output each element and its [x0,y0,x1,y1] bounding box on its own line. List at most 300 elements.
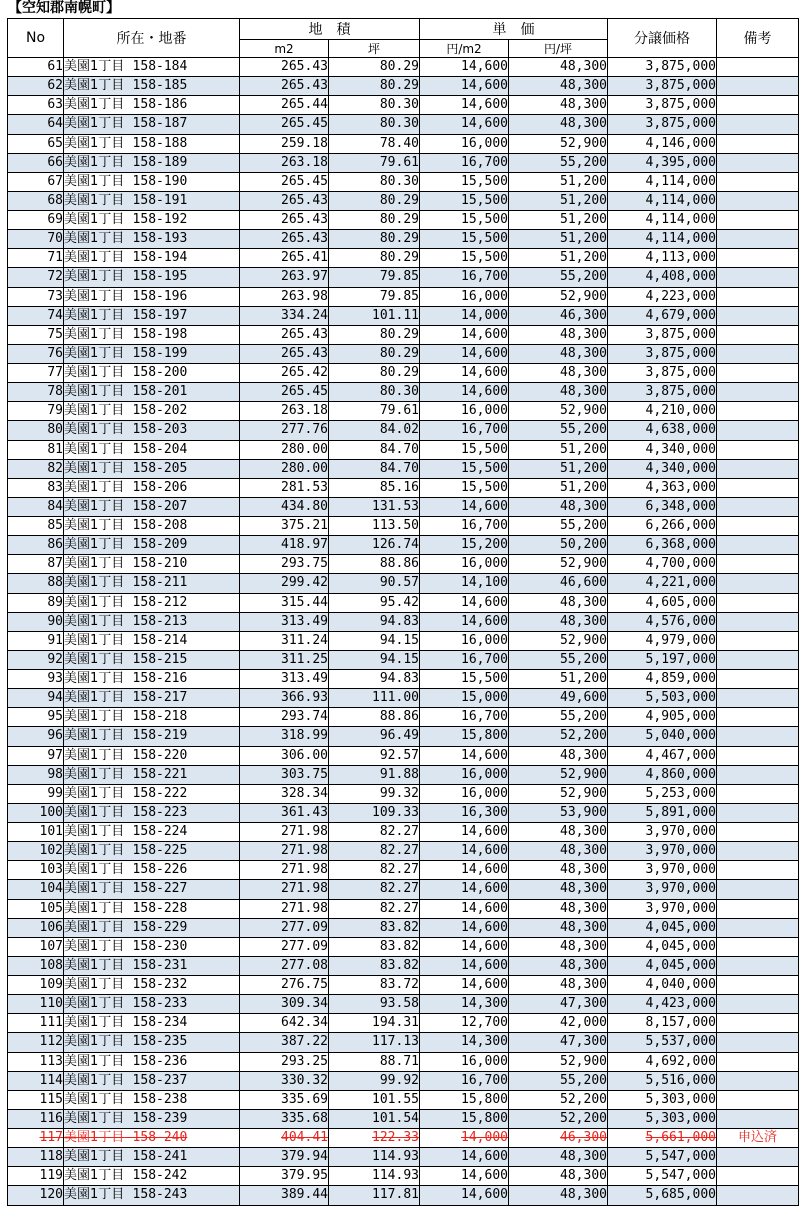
table-row [8,364,799,383]
row-price-per-m2: 16,000 [420,555,509,574]
row-area-m2: 263.18 [240,153,329,172]
row-area-m2: 265.41 [240,249,329,268]
row-district: 美園1丁目 [64,1091,125,1107]
row-price-per-tsubo: 48,300 [509,96,608,115]
row-price-per-m2: 16,000 [420,402,509,421]
row-area-m2: 334.24 [240,306,329,325]
row-remarks [717,1167,799,1186]
row-lot-number: 158-243 [132,1187,188,1203]
row-area-tsubo: 114.93 [329,1148,420,1167]
row-number: 93 [8,670,64,689]
table-row [8,803,799,822]
header-location: 所在・地番 [64,19,240,58]
row-price-per-tsubo: 51,200 [509,249,608,268]
row-location [64,459,240,478]
row-area-m2: 271.98 [240,880,329,899]
row-price-per-tsubo: 48,300 [509,383,608,402]
row-sale-price: 4,045,000 [608,918,717,937]
table-row [8,249,799,268]
row-remarks [717,918,799,937]
row-number: 84 [8,497,64,516]
row-lot-number: 158-190 [132,173,188,189]
row-location [64,1071,240,1090]
row-number: 102 [8,842,64,861]
row-area-tsubo: 80.30 [329,172,420,191]
row-sale-price: 3,875,000 [608,77,717,96]
row-location [64,918,240,937]
table-row [8,670,799,689]
row-area-m2: 263.98 [240,287,329,306]
row-district: 美園1丁目 [64,881,125,897]
row-sale-price: 4,638,000 [608,421,717,440]
row-price-per-m2: 14,600 [420,115,509,134]
row-remarks [717,1033,799,1052]
row-lot-number: 158-212 [132,594,188,610]
row-location [64,536,240,555]
row-area-m2: 271.98 [240,899,329,918]
row-district: 美園1丁目 [64,269,125,285]
row-district: 美園1丁目 [64,938,125,954]
row-location [64,497,240,516]
row-location [64,765,240,784]
row-price-per-tsubo: 48,300 [509,497,608,516]
row-district: 美園1丁目 [64,403,125,419]
row-remarks [717,689,799,708]
row-area-tsubo: 111.00 [329,689,420,708]
row-location [64,746,240,765]
table-row [8,1071,799,1090]
row-remarks [717,612,799,631]
row-area-tsubo: 88.86 [329,708,420,727]
row-number: 109 [8,976,64,995]
row-sale-price: 4,363,000 [608,478,717,497]
row-area-tsubo: 84.70 [329,459,420,478]
row-price-per-tsubo: 51,200 [509,459,608,478]
row-district: 美園1丁目 [64,766,125,782]
row-price-per-tsubo: 48,300 [509,325,608,344]
table-row [8,574,799,593]
row-area-m2: 328.34 [240,784,329,803]
header-price-per-m2: 円/m2 [420,40,509,58]
row-area-tsubo: 80.29 [329,249,420,268]
row-price-per-tsubo: 52,900 [509,287,608,306]
row-price-per-tsubo: 51,200 [509,191,608,210]
row-district: 美園1丁目 [64,1072,125,1088]
row-district: 美園1丁目 [64,1015,125,1031]
row-area-tsubo: 96.49 [329,727,420,746]
row-location [64,956,240,975]
row-area-m2: 265.43 [240,77,329,96]
table-row [8,1090,799,1109]
row-area-m2: 313.49 [240,670,329,689]
row-lot-number: 158-209 [132,537,188,553]
row-price-per-tsubo: 52,200 [509,1109,608,1128]
row-price-per-tsubo: 48,300 [509,956,608,975]
row-sale-price: 5,303,000 [608,1109,717,1128]
row-location [64,517,240,536]
row-remarks [717,325,799,344]
row-area-tsubo: 82.27 [329,842,420,861]
row-lot-number: 158-221 [132,766,188,782]
row-remarks [717,803,799,822]
row-area-tsubo: 99.32 [329,784,420,803]
row-area-m2: 263.97 [240,268,329,287]
header-area-tsubo: 坪 [329,40,420,58]
row-number: 96 [8,727,64,746]
row-number: 105 [8,899,64,918]
row-area-tsubo: 99.92 [329,1071,420,1090]
row-lot-number: 158-213 [132,613,188,629]
row-sale-price: 4,340,000 [608,440,717,459]
row-location [64,1033,240,1052]
row-area-tsubo: 80.29 [329,325,420,344]
row-price-per-m2: 16,700 [420,153,509,172]
row-price-per-m2: 14,600 [420,918,509,937]
row-lot-number: 158-231 [132,957,188,973]
table-header [8,19,799,58]
row-price-per-tsubo: 46,300 [509,1129,608,1148]
row-price-per-m2: 16,700 [420,1071,509,1090]
row-area-tsubo: 79.61 [329,402,420,421]
row-number: 111 [8,1014,64,1033]
row-district: 美園1丁目 [64,785,125,801]
table-row [8,268,799,287]
table-row [8,478,799,497]
row-sale-price: 3,875,000 [608,383,717,402]
row-number: 91 [8,631,64,650]
row-price-per-tsubo: 46,600 [509,574,608,593]
row-sale-price: 4,860,000 [608,765,717,784]
row-area-m2: 379.94 [240,1148,329,1167]
row-district: 美園1丁目 [64,1034,125,1050]
row-number: 116 [8,1109,64,1128]
row-price-per-m2: 14,600 [420,593,509,612]
row-area-tsubo: 79.85 [329,287,420,306]
row-location [64,670,240,689]
row-lot-number: 158-232 [132,977,188,993]
row-location [64,823,240,842]
row-sale-price: 4,045,000 [608,937,717,956]
row-sale-price: 4,340,000 [608,459,717,478]
row-area-m2: 389.44 [240,1186,329,1205]
row-price-per-m2: 16,700 [420,517,509,536]
row-location [64,287,240,306]
row-location [64,1090,240,1109]
row-lot-number: 158-197 [132,307,188,323]
table-row [8,842,799,861]
row-location [64,1186,240,1205]
row-area-m2: 335.68 [240,1109,329,1128]
row-district: 美園1丁目 [64,1110,125,1126]
row-number: 64 [8,115,64,134]
row-price-per-tsubo: 48,300 [509,918,608,937]
row-price-per-tsubo: 49,600 [509,689,608,708]
row-area-tsubo: 94.83 [329,612,420,631]
row-district: 美園1丁目 [64,422,125,438]
row-sale-price: 4,395,000 [608,153,717,172]
row-lot-number: 158-211 [132,575,188,591]
row-lot-number: 158-184 [132,59,188,75]
table-row [8,287,799,306]
row-area-tsubo: 80.29 [329,344,420,363]
row-price-per-tsubo: 48,300 [509,861,608,880]
row-price-per-tsubo: 46,300 [509,306,608,325]
row-remarks [717,517,799,536]
row-area-tsubo: 80.29 [329,364,420,383]
table-row [8,344,799,363]
row-location [64,995,240,1014]
row-area-m2: 318.99 [240,727,329,746]
row-sale-price: 3,970,000 [608,899,717,918]
row-area-m2: 265.45 [240,115,329,134]
row-remarks [717,555,799,574]
row-area-tsubo: 84.70 [329,440,420,459]
row-remarks [717,191,799,210]
row-district: 美園1丁目 [64,1187,125,1203]
row-area-m2: 404.41 [240,1129,329,1148]
row-remarks [717,344,799,363]
row-lot-number: 158-220 [132,747,188,763]
row-location [64,650,240,669]
row-district: 美園1丁目 [64,250,125,266]
row-number: 100 [8,803,64,822]
table-row [8,402,799,421]
row-number: 97 [8,746,64,765]
row-number: 79 [8,402,64,421]
row-sale-price: 4,113,000 [608,249,717,268]
row-area-m2: 313.49 [240,612,329,631]
table-row [8,383,799,402]
table-row [8,211,799,230]
row-number: 62 [8,77,64,96]
row-area-m2: 309.34 [240,995,329,1014]
table-row [8,421,799,440]
row-district: 美園1丁目 [64,460,125,476]
row-sale-price: 3,875,000 [608,58,717,77]
row-district: 美園1丁目 [64,365,125,381]
row-sale-price: 4,423,000 [608,995,717,1014]
row-area-tsubo: 117.13 [329,1033,420,1052]
row-area-tsubo: 80.29 [329,211,420,230]
table-body [8,58,799,1206]
row-remarks [717,536,799,555]
row-number: 66 [8,153,64,172]
row-area-m2: 263.18 [240,402,329,421]
row-area-m2: 265.44 [240,96,329,115]
row-location [64,689,240,708]
row-price-per-tsubo: 48,300 [509,58,608,77]
row-district: 美園1丁目 [64,288,125,304]
row-location [64,727,240,746]
row-area-m2: 277.76 [240,421,329,440]
row-remarks [717,670,799,689]
row-area-tsubo: 78.40 [329,134,420,153]
row-sale-price: 3,875,000 [608,325,717,344]
row-price-per-tsubo: 50,200 [509,536,608,555]
row-lot-number: 158-196 [132,288,188,304]
row-price-per-m2: 16,000 [420,287,509,306]
row-district: 美園1丁目 [64,862,125,878]
row-price-per-m2: 12,700 [420,1014,509,1033]
row-number: 117 [8,1129,64,1148]
row-area-m2: 265.43 [240,325,329,344]
row-price-per-tsubo: 52,900 [509,1052,608,1071]
row-area-tsubo: 94.83 [329,670,420,689]
row-remarks [717,115,799,134]
row-price-per-m2: 14,300 [420,1033,509,1052]
table-row [8,956,799,975]
row-price-per-tsubo: 51,200 [509,172,608,191]
row-district: 美園1丁目 [64,709,125,725]
row-remarks [717,880,799,899]
header-sale-price: 分譲価格 [608,19,717,58]
row-price-per-tsubo: 47,300 [509,1033,608,1052]
row-remarks [717,96,799,115]
row-location [64,58,240,77]
row-price-per-m2: 15,000 [420,689,509,708]
row-price-per-tsubo: 52,900 [509,134,608,153]
row-price-per-tsubo: 52,200 [509,727,608,746]
row-sale-price: 3,970,000 [608,861,717,880]
row-price-per-m2: 15,500 [420,670,509,689]
row-area-m2: 281.53 [240,478,329,497]
row-sale-price: 3,970,000 [608,823,717,842]
row-price-per-m2: 14,600 [420,77,509,96]
row-price-per-m2: 15,500 [420,459,509,478]
row-price-per-m2: 15,500 [420,211,509,230]
row-lot-number: 158-201 [132,384,188,400]
table-row [8,976,799,995]
row-price-per-tsubo: 53,900 [509,803,608,822]
page-title: 【空知郡南幌町】 [8,0,120,16]
row-number: 92 [8,650,64,669]
row-location [64,976,240,995]
row-price-per-m2: 16,300 [420,803,509,822]
row-price-per-tsubo: 48,300 [509,1167,608,1186]
table-row [8,58,799,77]
row-district: 美園1丁目 [64,154,125,170]
row-remarks [717,58,799,77]
row-sale-price: 6,368,000 [608,536,717,555]
row-sale-price: 4,114,000 [608,230,717,249]
table-row [8,880,799,899]
row-remarks: 申込済 [717,1129,799,1148]
row-price-per-tsubo: 52,200 [509,1090,608,1109]
row-remarks [717,211,799,230]
row-remarks [717,172,799,191]
row-area-m2: 315.44 [240,593,329,612]
row-sale-price: 4,114,000 [608,211,717,230]
row-location [64,96,240,115]
row-location [64,1109,240,1128]
row-remarks [717,497,799,516]
row-price-per-tsubo: 48,300 [509,976,608,995]
row-sale-price: 4,979,000 [608,631,717,650]
row-number: 76 [8,344,64,363]
row-price-per-tsubo: 48,300 [509,823,608,842]
row-number: 120 [8,1186,64,1205]
row-price-per-m2: 15,500 [420,249,509,268]
row-district: 美園1丁目 [64,1053,125,1069]
row-sale-price: 8,157,000 [608,1014,717,1033]
row-price-per-tsubo: 55,200 [509,517,608,536]
row-sale-price: 6,348,000 [608,497,717,516]
row-remarks [717,1014,799,1033]
row-number: 71 [8,249,64,268]
row-district: 美園1丁目 [64,977,125,993]
row-price-per-m2: 14,600 [420,96,509,115]
row-number: 103 [8,861,64,880]
row-price-per-tsubo: 51,200 [509,211,608,230]
row-remarks [717,440,799,459]
row-sale-price: 4,223,000 [608,287,717,306]
row-area-tsubo: 126.74 [329,536,420,555]
row-area-m2: 311.25 [240,650,329,669]
row-sale-price: 3,875,000 [608,364,717,383]
row-location [64,211,240,230]
row-sale-price: 4,467,000 [608,746,717,765]
row-number: 87 [8,555,64,574]
row-price-per-m2: 16,000 [420,784,509,803]
row-area-m2: 335.69 [240,1090,329,1109]
row-price-per-tsubo: 51,200 [509,440,608,459]
table-row [8,555,799,574]
row-area-m2: 277.09 [240,937,329,956]
row-lot-number: 158-237 [132,1072,188,1088]
row-remarks [717,746,799,765]
row-price-per-m2: 15,500 [420,230,509,249]
row-area-tsubo: 80.30 [329,115,420,134]
row-sale-price: 5,685,000 [608,1186,717,1205]
row-remarks [717,402,799,421]
row-area-tsubo: 88.71 [329,1052,420,1071]
row-price-per-m2: 15,500 [420,191,509,210]
lot-price-table [7,18,799,1206]
row-price-per-m2: 15,500 [420,478,509,497]
row-lot-number: 158-210 [132,556,188,572]
row-remarks [717,1071,799,1090]
row-lot-number: 158-219 [132,728,188,744]
row-district: 美園1丁目 [64,824,125,840]
row-remarks [717,1109,799,1128]
row-price-per-m2: 16,000 [420,631,509,650]
row-district: 美園1丁目 [64,843,125,859]
row-district: 美園1丁目 [64,1130,125,1146]
row-district: 美園1丁目 [64,498,125,514]
row-area-m2: 271.98 [240,842,329,861]
header-remarks: 備考 [717,19,799,58]
row-remarks [717,631,799,650]
row-location [64,842,240,861]
table-row [8,517,799,536]
row-remarks [717,77,799,96]
table-row [8,325,799,344]
row-lot-number: 158-194 [132,250,188,266]
row-district: 美園1丁目 [64,78,125,94]
row-area-m2: 265.43 [240,344,329,363]
row-area-tsubo: 93.58 [329,995,420,1014]
row-lot-number: 158-202 [132,403,188,419]
table-row [8,823,799,842]
row-area-tsubo: 80.29 [329,58,420,77]
row-price-per-m2: 14,000 [420,306,509,325]
row-price-per-m2: 16,000 [420,134,509,153]
row-area-tsubo: 83.82 [329,937,420,956]
table-row [8,918,799,937]
row-price-per-m2: 14,600 [420,612,509,631]
row-sale-price: 4,146,000 [608,134,717,153]
table-row [8,497,799,516]
